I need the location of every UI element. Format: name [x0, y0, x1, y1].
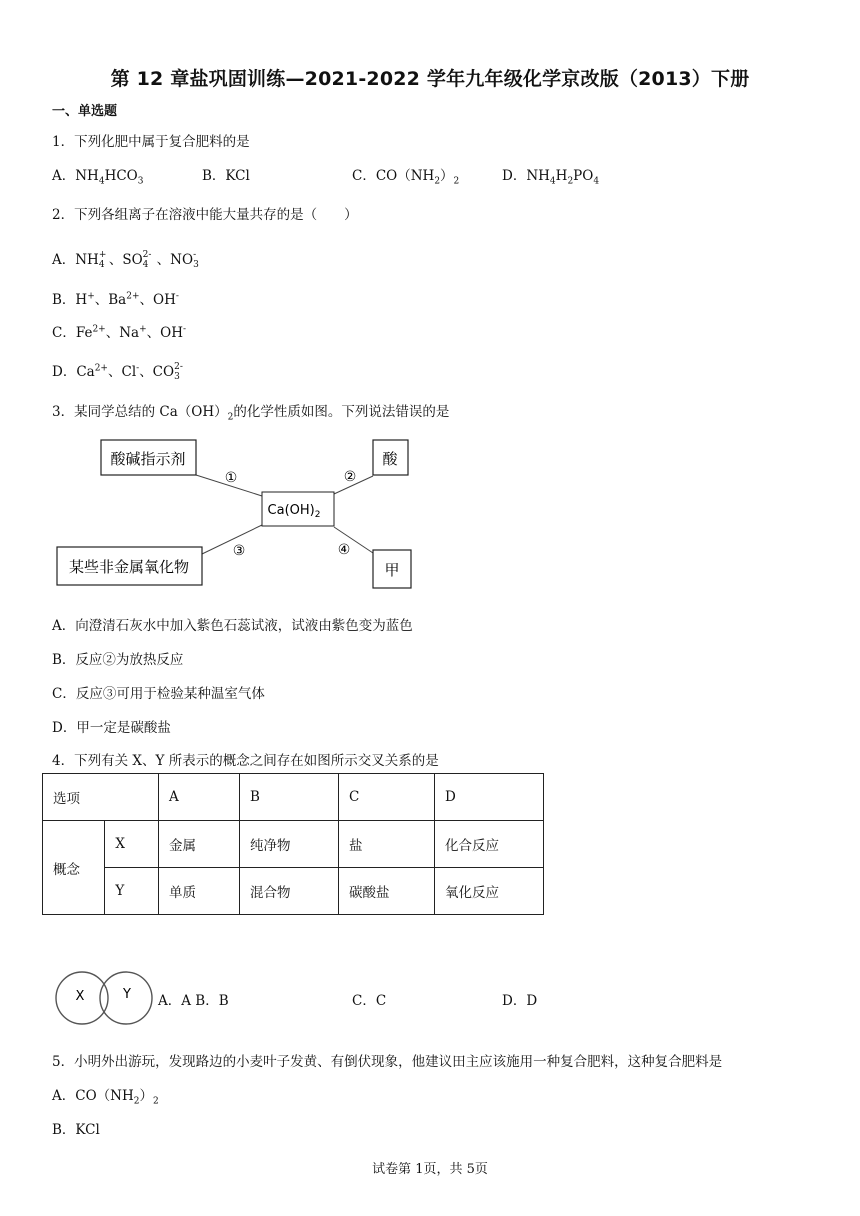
label-acid-base-indicator: 酸碱指示剂 — [110, 450, 186, 468]
question-1-option-b[interactable]: B．KCl — [202, 168, 250, 184]
question-5-option-b[interactable]: B．KCl — [52, 1122, 100, 1138]
table-cell: 盐 — [339, 821, 435, 868]
question-1-option-c[interactable]: C．$CO(NH_2)_2$ — [352, 168, 460, 187]
question-4-option-d[interactable]: D．D — [502, 993, 538, 1009]
table-cell: 金属 — [159, 821, 240, 868]
question-3-option-c[interactable]: C．反应③可用于检验某种温室气体 — [52, 686, 265, 702]
venn-label-x: X — [75, 989, 85, 1004]
table-cell: 概念 — [43, 821, 105, 915]
venn-diagram — [52, 966, 158, 1030]
label-jia: 甲 — [384, 561, 400, 579]
label-acid: 酸 — [382, 450, 398, 468]
question-1-option-d[interactable]: D．$NH_4H_2PO_4$ — [502, 168, 600, 187]
table-cell: X — [105, 821, 159, 868]
question-3-option-a[interactable]: A．向澄清石灰水中加入紫色石蕊试液，试液由紫色变为蓝色 — [52, 618, 413, 634]
table-cell: B — [240, 774, 339, 821]
question-3-stem: 3．某同学总结的 $Ca(OH)_2$的化学性质如图。下列说法错误的是 — [52, 404, 450, 423]
question-2-option-a[interactable]: A．NH + 4 、SO 2- 4 、NO - 3 — [52, 249, 199, 270]
concept-table — [42, 773, 544, 915]
table-cell: D — [435, 774, 544, 821]
question-5-option-a[interactable]: A．$CO(NH_2)_2$ — [52, 1088, 159, 1107]
question-4-option-ab[interactable]: A．A B．B — [158, 993, 229, 1009]
table-cell: 碳酸盐 — [339, 868, 435, 915]
question-2-stem: 2．下列各组离子在溶液中能大量共存的是（ ） — [52, 207, 358, 223]
table-cell: 纯净物 — [240, 821, 339, 868]
table-cell: 化合反应 — [435, 821, 544, 868]
table-cell: 氧化反应 — [435, 868, 544, 915]
question-1-stem: 1．下列化肥中属于复合肥料的是 — [52, 134, 250, 150]
question-4-stem: 4．下列有关 X、Y 所表示的概念之间存在如图所示交叉关系的是 — [52, 753, 439, 769]
reaction-number-2: ② — [343, 469, 357, 485]
section-heading: 一、单选题 — [52, 104, 118, 119]
table-cell: 混合物 — [240, 868, 339, 915]
question-3-option-b[interactable]: B．反应②为放热反应 — [52, 652, 184, 668]
table-cell: 选项 — [43, 774, 159, 821]
question-2-option-b[interactable]: B．H+、$Ba^{2+}$、OH- — [52, 291, 179, 308]
page-footer: 试卷第 1页，共 5页 — [372, 1162, 488, 1177]
table-cell: A — [159, 774, 240, 821]
label-caoh2: $Ca(OH)_2$ — [267, 503, 321, 520]
question-5-stem: 5．小明外出游玩，发现路边的小麦叶子发黄、有倒伏现象，他建议田主应该施用一种复合肥料，这种复合肥料是 — [52, 1054, 723, 1070]
table-cell: 单质 — [159, 868, 240, 915]
reaction-number-1: ① — [224, 470, 238, 486]
table-cell: Y — [105, 868, 159, 915]
question-1-option-a[interactable]: A．$NH_4HCO_3$ — [52, 168, 144, 187]
reaction-number-4: ④ — [337, 542, 351, 558]
reaction-number-3: ③ — [232, 543, 246, 559]
table-header-row — [43, 774, 544, 821]
question-3-option-d[interactable]: D．甲一定是碳酸盐 — [52, 720, 171, 736]
page-title: 第 12 章盐巩固训练—2021-2022 学年九年级化学京改版（2013）下册 — [110, 68, 750, 90]
table-row — [43, 821, 544, 868]
label-nonmetal-oxides: 某些非金属氧化物 — [68, 558, 190, 576]
table-row — [43, 868, 544, 915]
question-2-option-d[interactable]: D．$Ca^{2+}$、Cl-、CO 2- 3 — [52, 361, 183, 382]
question-4-option-c[interactable]: C．C — [352, 993, 387, 1009]
question-2-option-c[interactable]: C．$Fe^{2+}$、Na+、OH- — [52, 324, 187, 341]
table-cell: C — [339, 774, 435, 821]
venn-label-y: Y — [123, 987, 131, 1002]
